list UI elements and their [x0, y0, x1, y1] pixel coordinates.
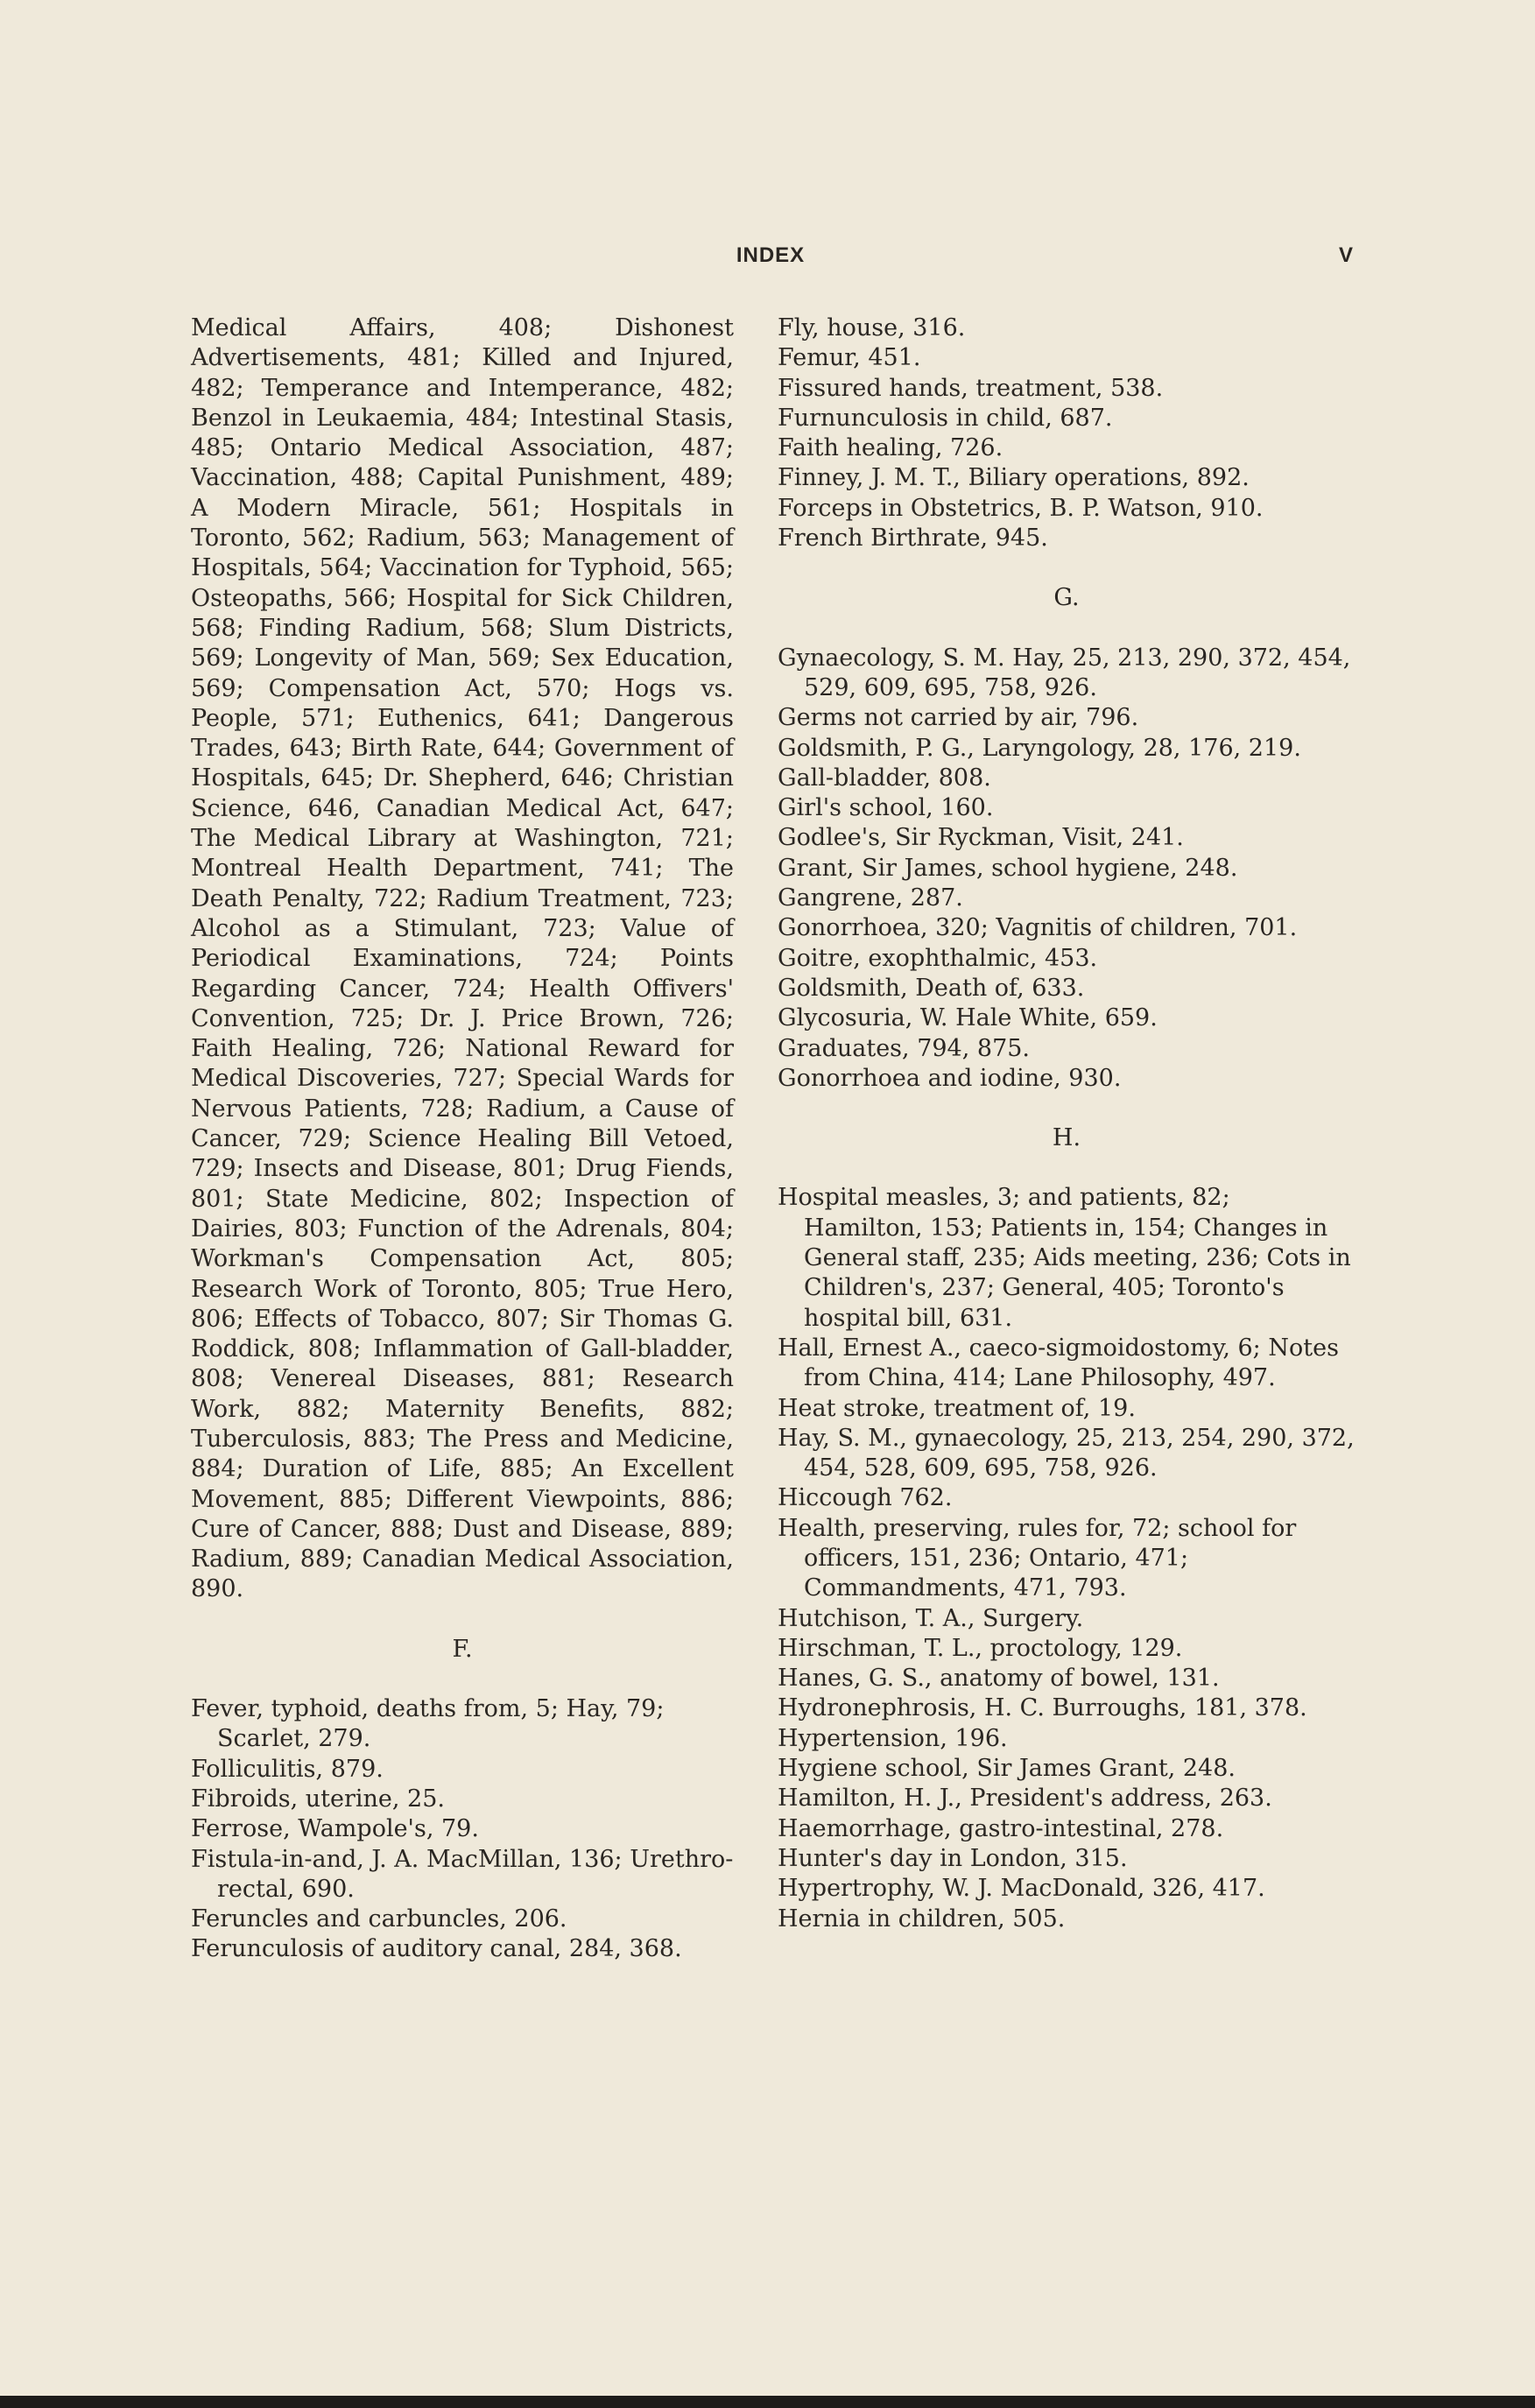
index-entry: Folliculitis, 879. — [191, 1755, 384, 1783]
index-entry: Forceps in Obstetrics, B. P. Watson, 910. — [778, 494, 1264, 522]
section-f-list — [191, 1694, 734, 1965]
index-entry: Hall, Ernest A., caeco-sigmoidostomy, 6; Notes from China, 414; Lane Philosophy, 497. — [778, 1334, 1339, 1392]
index-entry: Feruncles and carbuncles, 206. — [191, 1905, 567, 1933]
index-entry: Hiccough 762. — [778, 1484, 953, 1512]
index-entry: Fibroids, uterine, 25. — [191, 1785, 445, 1813]
index-entry: Heat stroke, treatment of, 19. — [778, 1394, 1136, 1422]
left-column — [191, 313, 734, 1965]
page-number: V — [1338, 243, 1353, 267]
index-entry: Hay, S. M., gynaecology, 25, 213, 254, 290, 372, 454, 528, 609, 695, 758, 926. — [778, 1424, 1355, 1482]
index-entry: Gangrene, 287. — [778, 884, 963, 912]
index-entry: Girl's school, 160. — [778, 794, 994, 822]
index-entry: Fever, typhoid, deaths from, 5; Hay, 79; Scarlet, 279. — [191, 1695, 665, 1753]
index-entry: Gall-bladder, 808. — [778, 764, 991, 792]
index-entry: Gonorrhoea and iodine, 930. — [778, 1064, 1122, 1092]
index-entry: Hydronephrosis, H. C. Burroughs, 181, 378. — [778, 1694, 1307, 1722]
running-title: INDEX — [736, 243, 806, 267]
section-letter-h: H. — [1052, 1124, 1081, 1152]
section-letter-g: G. — [1053, 584, 1080, 612]
index-entry: Hirschman, T. L., proctology, 129. — [778, 1634, 1183, 1662]
index-entry: Hypertrophy, W. J. MacDonald, 326, 417. — [778, 1875, 1265, 1903]
index-entry: Hunter's day in London, 315. — [778, 1844, 1128, 1872]
page-header — [188, 243, 1353, 278]
index-entry: French Birthrate, 945. — [778, 525, 1048, 553]
index-entry: Hygiene school, Sir James Grant, 248. — [778, 1755, 1236, 1783]
index-entry: Hanes, G. S., anatomy of bowel, 131. — [778, 1665, 1220, 1693]
index-entry: Haemorrhage, gastro-intestinal, 278. — [778, 1814, 1224, 1842]
index-entry: Ferrose, Wampole's, 79. — [191, 1815, 479, 1843]
index-entry: Health, preserving, rules for, 72; school for officers, 151, 236; Ontario, 471; Commandments, 471, 793. — [778, 1514, 1297, 1602]
right-column — [778, 313, 1355, 1934]
index-entry: Hamilton, H. J., President's address, 263. — [778, 1785, 1272, 1813]
index-entry: Faith healing, 726. — [778, 434, 1003, 462]
scan-bottom-edge — [0, 2396, 1535, 2408]
index-entry: Fissured hands, treatment, 538. — [778, 374, 1164, 402]
index-entry: Hutchison, T. A., Surgery. — [778, 1604, 1084, 1632]
index-entry: Furnunculosis in child, 687. — [778, 404, 1113, 432]
index-entry: Femur, 451. — [778, 344, 921, 372]
index-entry: Finney, J. M. T., Biliary operations, 892. — [778, 464, 1250, 492]
index-entry: Fistula-in-and, J. A. MacMillan, 136; Urethro-rectal, 690. — [191, 1845, 734, 1903]
index-entry: Goldsmith, Death of, 633. — [778, 974, 1085, 1002]
section-letter-f: F. — [452, 1635, 473, 1663]
index-entry: Ferunculosis of auditory canal, 284, 368. — [191, 1935, 682, 1963]
index-entry: Germs not carried by air, 796. — [778, 704, 1139, 732]
index-entry: Graduates, 794, 875. — [778, 1034, 1031, 1062]
section-h-list — [778, 1183, 1355, 1933]
index-entry: Hypertension, 196. — [778, 1724, 1008, 1752]
index-entry: Glycosuria, W. Hale White, 659. — [778, 1004, 1158, 1032]
index-entry: Goitre, exophthalmic, 453. — [778, 944, 1098, 972]
index-entry: Gynaecology, S. M. Hay, 25, 213, 290, 372, 454, 529, 609, 695, 758, 926. — [778, 644, 1351, 701]
index-entry: Hospital measles, 3; and patients, 82; Hamilton, 153; Patients in, 154; Changes in General staff, 235; Aids meeting, 236; Cots in Children's, 237; General, 405; Toronto's hospital bill, 631. — [778, 1184, 1351, 1332]
index-entry: Goldsmith, P. G., Laryngology, 28, 176, 219. — [778, 734, 1301, 762]
index-entry: Godlee's, Sir Ryckman, Visit, 241. — [778, 824, 1184, 852]
index-entry: Gonorrhoea, 320; Vagnitis of children, 701. — [778, 914, 1298, 942]
section-g-list — [778, 644, 1355, 1094]
index-entry: Hernia in children, 505. — [778, 1905, 1066, 1933]
continued-index-paragraph: Medical Affairs, 408; Dishonest Advertisements, 481; Killed and Injured, 482; Temperance and Intemperance, 482; Benzol in Leukaemia, 484; Intestinal Stasis, 485; Ontario Medical Association, 487; Vaccination, 488; Capital Punishment, 489; A Modern Miracle, 561; Hospitals in Toronto, 562; Radium, 563; Management of Hospitals, 564; Vaccination for Typhoid, 565; Osteopaths, 566; Hospital for Sick Children, 568; Finding Radium, 568; Slum Districts, 569; Longevity of Man, 569; Sex Education, 569; Compensation Act, 570; Hogs vs. People, 571; Euthenics, 641; Dangerous Trades, 643; Birth Rate, 644; Government of Hospitals, 645; Dr. Shepherd, 646; Christian Science, 646, Canadian Medical Act, 647; The Medical Library at Washington, 721; Montreal Health Department, 741; The Death Penalty, 722; Radium Treatment, 723; Alcohol as a Stimulant, 723; Value of Periodical Examinations, 724; Points Regarding Cancer, 724; Health Offivers' Convention, 725; Dr. J. Price Brown, 726; Faith Healing, 726; National Reward for Medical Discoveries, 727; Special Wards for Nervous Patients, 728; Radium, a Cause of Cancer, 729; Science Healing Bill Vetoed, 729; Insects and Disease, 801; Drug Fiends, 801; State Medicine, 802; Inspection of Dairies, 803; Function of the Adrenals, 804; Workman's Compensation Act, 805; Research Work of Toronto, 805; True Hero, 806; Effects of Tobacco, 807; Sir Thomas G. Roddick, 808; Inflammation of Gall-bladder, 808; Venereal Diseases, 881; Research Work, 882; Maternity Benefits, 882; Tuberculosis, 883; The Press and Medicine, 884; Duration of Life, 885; An Excellent Movement, 885; Different Viewpoints, 886; Cure of Cancer, 888; Dust and Disease, 889; Radium, 889; Canadian Medical Association, 890. — [191, 314, 734, 1603]
index-entry: Fly, house, 316. — [778, 314, 966, 341]
index-entry: Grant, Sir James, school hygiene, 248. — [778, 854, 1238, 882]
section-f-continued-list — [778, 313, 1355, 553]
